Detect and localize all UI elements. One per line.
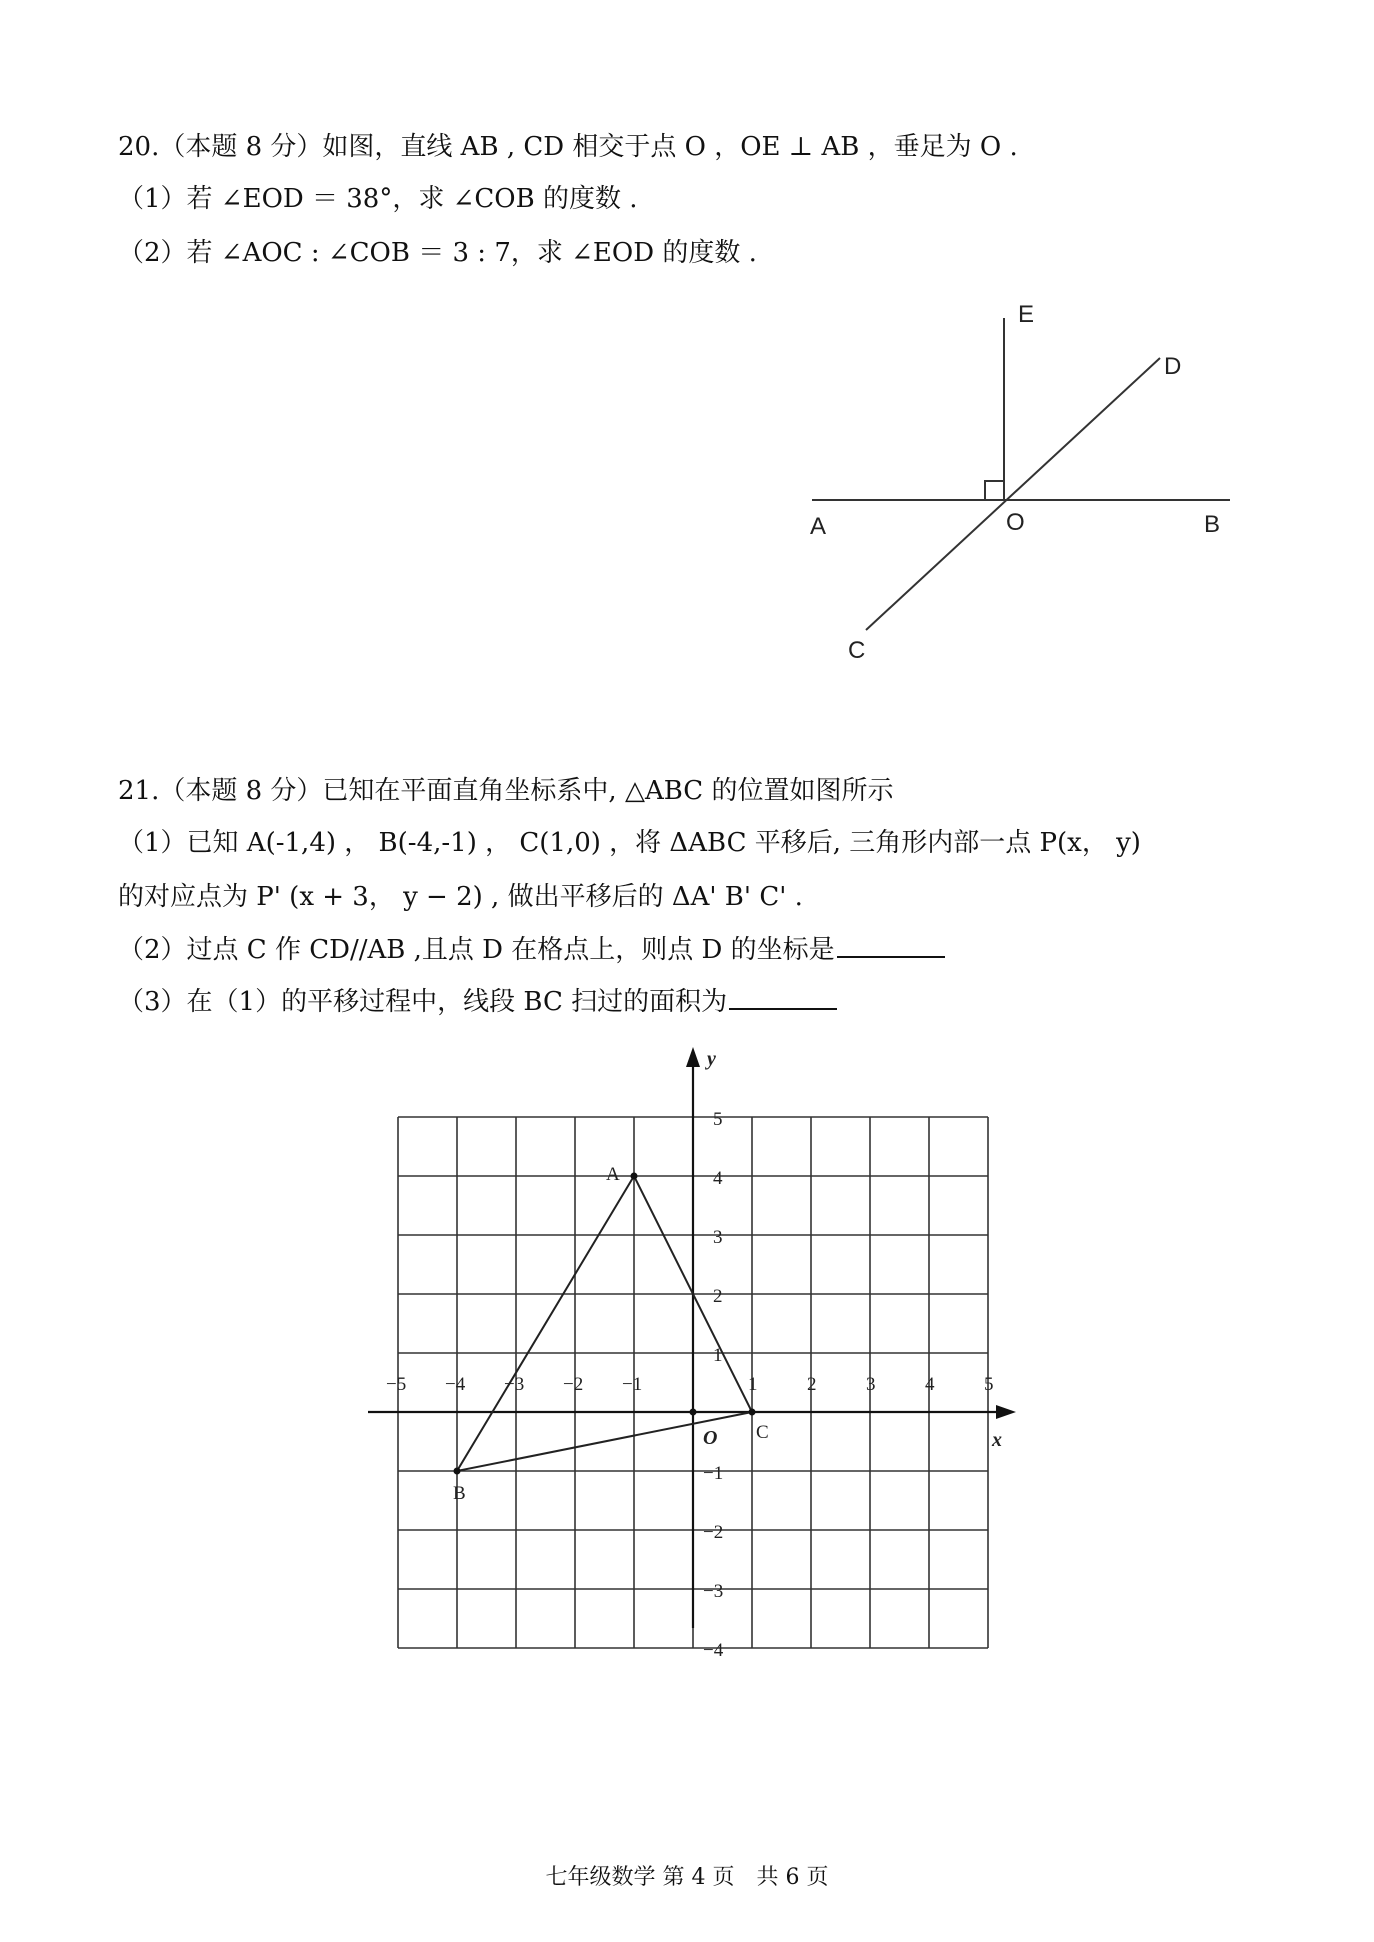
y-tick-label: 3: [713, 1227, 723, 1248]
y-tick-label: 4: [713, 1168, 723, 1189]
x-tick-label: 5: [984, 1374, 994, 1395]
y-tick-label: −2: [703, 1522, 724, 1543]
y-axis-label: y: [707, 1048, 716, 1070]
x-tick-label: 3: [866, 1374, 876, 1395]
x-tick-label: −4: [445, 1374, 466, 1395]
x-tick-label: −5: [386, 1374, 407, 1395]
y-tick-label: −4: [703, 1640, 724, 1661]
x-axis-label: x: [992, 1429, 1002, 1451]
label-c: C: [848, 637, 866, 664]
q21-part2-text: （2）过点 C 作 CD//AB ,且点 D 在格点上，则点 D 的坐标是: [118, 935, 835, 965]
q21-part1-line2: 的对应点为 P' (x + 3， y − 2) , 做出平移后的 ΔA' B' C' .: [118, 882, 803, 912]
x-tick-label: 1: [748, 1374, 758, 1395]
label-b: B: [1204, 511, 1221, 538]
x-tick-label: −2: [563, 1374, 584, 1395]
q20-header: 20.（本题 8 分）如图，直线 AB , CD 相交于点 O ，OE ⊥ AB ，垂足为 O .: [118, 132, 1018, 162]
y-tick-label: −1: [703, 1463, 724, 1484]
q21-header: 21.（本题 8 分）已知在平面直角坐标系中, △ABC 的位置如图所示: [118, 776, 894, 806]
q21-part1-line1: （1）已知 A(-1,4) ， B(-4,-1) ， C(1,0) ，将 ΔABC 平移后, 三角形内部一点 P(x， y): [118, 828, 1141, 858]
y-axis-arrow: [686, 1047, 700, 1067]
label-o: O: [1006, 509, 1025, 536]
q20-part2: （2）若 ∠AOC : ∠COB ＝ 3 : 7，求 ∠EOD 的度数 .: [118, 238, 757, 268]
point-label-a: A: [606, 1164, 620, 1185]
point-label-b: B: [453, 1483, 466, 1504]
label-a: A: [810, 513, 827, 540]
point-c: [749, 1409, 756, 1416]
y-tick-label: 5: [713, 1109, 723, 1130]
q20-part1: （1）若 ∠EOD ＝ 38°，求 ∠COB 的度数 .: [118, 184, 638, 214]
x-axis-arrow: [996, 1405, 1016, 1419]
point-a: [631, 1173, 638, 1180]
y-tick-label: 2: [713, 1286, 723, 1307]
q21-part3-text: （3）在（1）的平移过程中，线段 BC 扫过的面积为: [118, 987, 728, 1017]
point-label-c: C: [756, 1422, 769, 1443]
y-tick-label: 1: [713, 1345, 723, 1366]
origin-dot: [690, 1409, 697, 1416]
page-footer: 七年级数学 第 4 页 共 6 页: [545, 1865, 829, 1890]
x-tick-label: 4: [925, 1374, 935, 1395]
label-e: E: [1018, 301, 1035, 328]
point-b: [454, 1468, 461, 1475]
x-tick-label: −1: [622, 1374, 643, 1395]
x-tick-label: 2: [807, 1374, 817, 1395]
origin-label: O: [703, 1427, 718, 1449]
label-d: D: [1164, 353, 1182, 380]
y-tick-label: −3: [703, 1581, 724, 1602]
x-tick-label: −3: [504, 1374, 525, 1395]
